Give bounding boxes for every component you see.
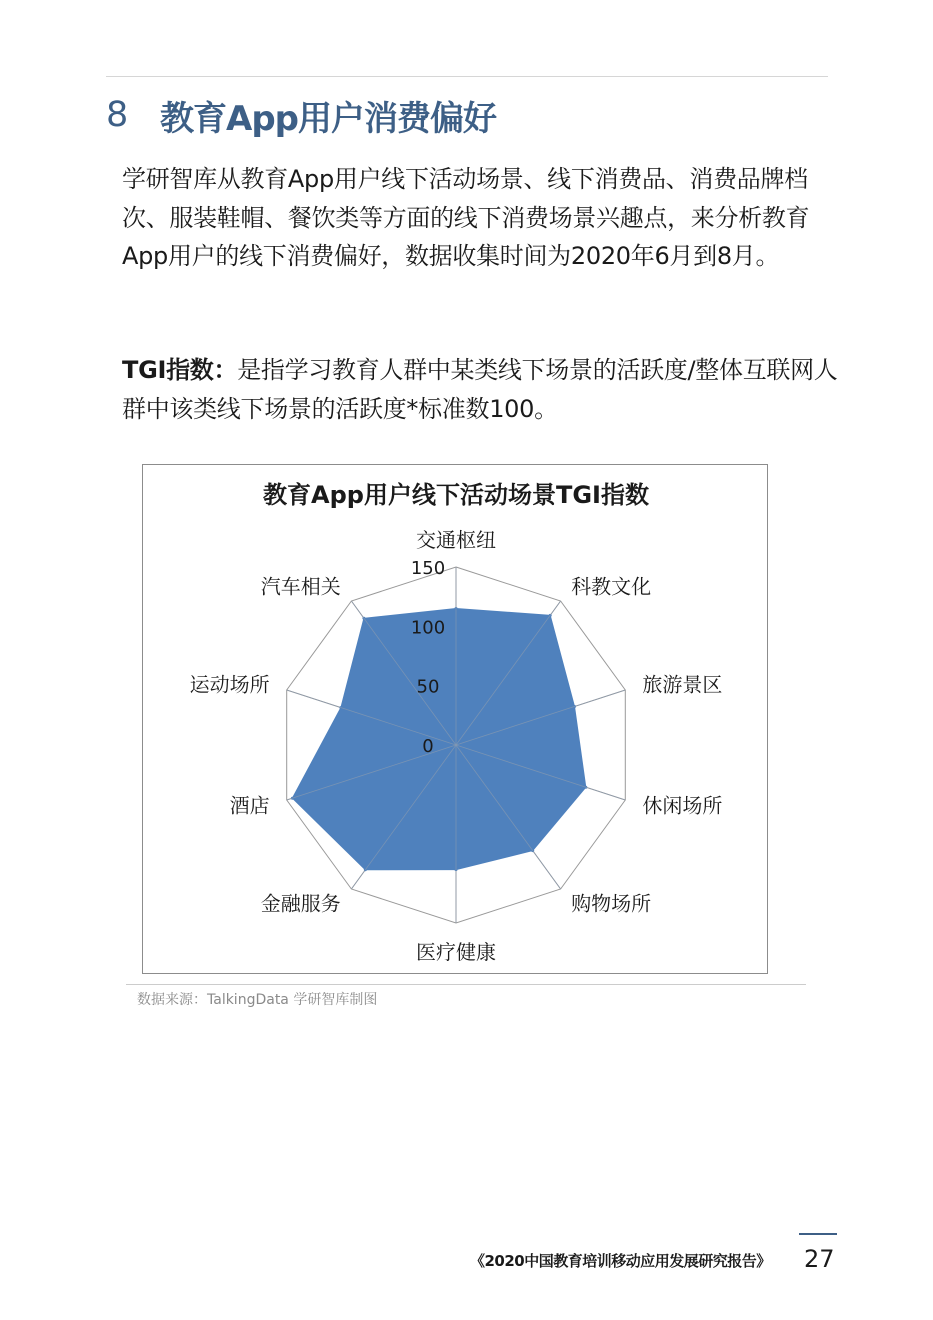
chart-title: 教育App用户线下活动场景TGI指数	[263, 481, 649, 509]
category-label: 汽车相关	[260, 574, 341, 599]
radial-tick-label: 50	[416, 676, 440, 698]
tgi-term: TGI指数：	[122, 356, 238, 384]
category-label: 旅游景区	[642, 672, 723, 697]
category-label: 金融服务	[260, 891, 341, 916]
page-number: 27	[804, 1245, 835, 1273]
radial-tick-label: 0	[422, 736, 434, 757]
category-label: 科教文化	[571, 574, 652, 599]
radial-tick-label: 100	[410, 617, 446, 639]
category-label: 运动场所	[189, 672, 270, 697]
category-label: 交通枢纽	[416, 528, 496, 552]
radar-chart-frame	[142, 464, 768, 974]
section-heading	[106, 90, 496, 140]
footer-report-title: 《2020中国教育培训移动应用发展研究报告》	[470, 1252, 771, 1270]
top-divider	[106, 76, 828, 77]
radar-chart	[143, 465, 769, 975]
tgi-definition: 是指学习教育人群中某类线下场景的活跃度/整体互联网人群中该类线下场景的活跃度*标准数100。	[122, 356, 838, 423]
footer-accent-line	[799, 1233, 837, 1235]
intro-paragraph: 学研智库从教育App用户线下活动场景、线下消费品、消费品牌档次、服装鞋帽、餐饮类等方面的线下消费场景兴趣点，来分析教育App用户的线下消费偏好，数据收集时间为2020年6月到8月。	[122, 165, 810, 270]
category-label: 购物场所	[571, 891, 652, 916]
source-divider	[126, 984, 806, 985]
category-label: 休闲场所	[642, 793, 723, 818]
source-note: 数据来源：TalkingData 学研智库制图	[137, 992, 378, 1008]
tgi-definition-paragraph	[122, 351, 844, 428]
category-label: 酒店	[229, 793, 270, 818]
section-title: 教育App用户消费偏好	[160, 98, 496, 139]
category-label: 医疗健康	[416, 940, 496, 964]
section-number: 8	[106, 95, 129, 135]
radial-tick-label: 150	[410, 558, 446, 579]
